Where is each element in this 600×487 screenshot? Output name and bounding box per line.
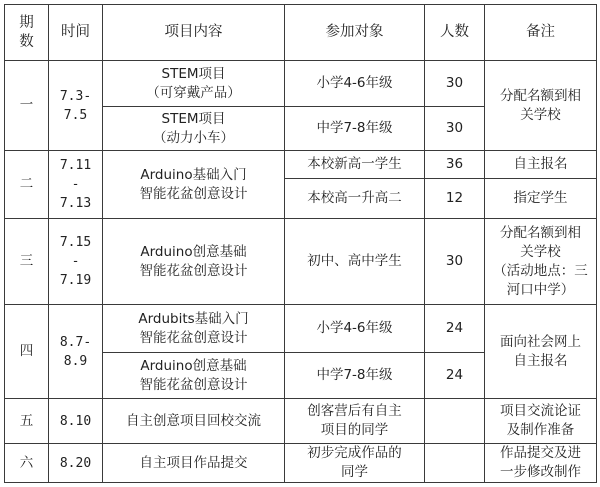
note-cell: 指定学生 [485,179,597,219]
table-row [5,305,597,353]
period-cell: 五 [5,399,49,444]
header-period: 期 数 [5,5,49,61]
time-cell: 7.11 - 7.13 [49,151,103,219]
table-row [5,219,597,305]
period-cell: 二 [5,151,49,219]
content-cell: Arduino创意基础 智能花盆创意设计 [103,219,285,305]
count-cell [425,399,485,444]
table-row [5,61,597,107]
time-cell: 8.10 [49,399,103,444]
count-cell: 30 [425,219,485,305]
note-cell: 作品提交及进 一步修改制作 [485,444,597,483]
header-notes: 备注 [485,5,597,61]
content-cell: Arduino创意基础 智能花盆创意设计 [103,353,285,399]
audience-cell: 中学7-8年级 [285,107,425,151]
audience-cell: 初步完成作品的 同学 [285,444,425,483]
count-cell: 30 [425,61,485,107]
audience-cell: 本校新高一学生 [285,151,425,179]
table-row [5,399,597,444]
content-cell: STEM项目 （动力小车） [103,107,285,151]
header-content: 项目内容 [103,5,285,61]
period-cell: 四 [5,305,49,399]
header-time: 时间 [49,5,103,61]
note-cell: 分配名额到相 关学校 （活动地点：三 河口中学） [485,219,597,305]
schedule-table [4,4,597,483]
note-cell: 分配名额到相 关学校 [485,61,597,151]
content-cell: Ardubits基础入门 智能花盆创意设计 [103,305,285,353]
header-audience: 参加对象 [285,5,425,61]
count-cell: 24 [425,353,485,399]
count-cell: 24 [425,305,485,353]
count-cell: 12 [425,179,485,219]
audience-cell: 初中、高中学生 [285,219,425,305]
period-cell: 六 [5,444,49,483]
schedule-table-wrapper [4,4,597,483]
header-count: 人数 [425,5,485,61]
time-cell: 7.3- 7.5 [49,61,103,151]
table-row [5,444,597,483]
time-cell: 8.7- 8.9 [49,305,103,399]
time-cell: 8.20 [49,444,103,483]
content-cell: 自主创意项目回校交流 [103,399,285,444]
period-cell: 一 [5,61,49,151]
audience-cell: 中学7-8年级 [285,353,425,399]
audience-cell: 创客营后有自主 项目的同学 [285,399,425,444]
period-cell: 三 [5,219,49,305]
content-cell: 自主项目作品提交 [103,444,285,483]
content-cell: Arduino基础入门 智能花盆创意设计 [103,151,285,219]
content-cell: STEM项目 （可穿戴产品） [103,61,285,107]
note-cell: 项目交流论证 及制作准备 [485,399,597,444]
count-cell: 36 [425,151,485,179]
time-cell: 7.15 - 7.19 [49,219,103,305]
note-cell: 自主报名 [485,151,597,179]
count-cell: 30 [425,107,485,151]
count-cell [425,444,485,483]
audience-cell: 小学4-6年级 [285,305,425,353]
note-cell: 面向社会网上 自主报名 [485,305,597,399]
table-row [5,151,597,179]
header-row [5,5,597,61]
audience-cell: 本校高一升高二 [285,179,425,219]
audience-cell: 小学4-6年级 [285,61,425,107]
